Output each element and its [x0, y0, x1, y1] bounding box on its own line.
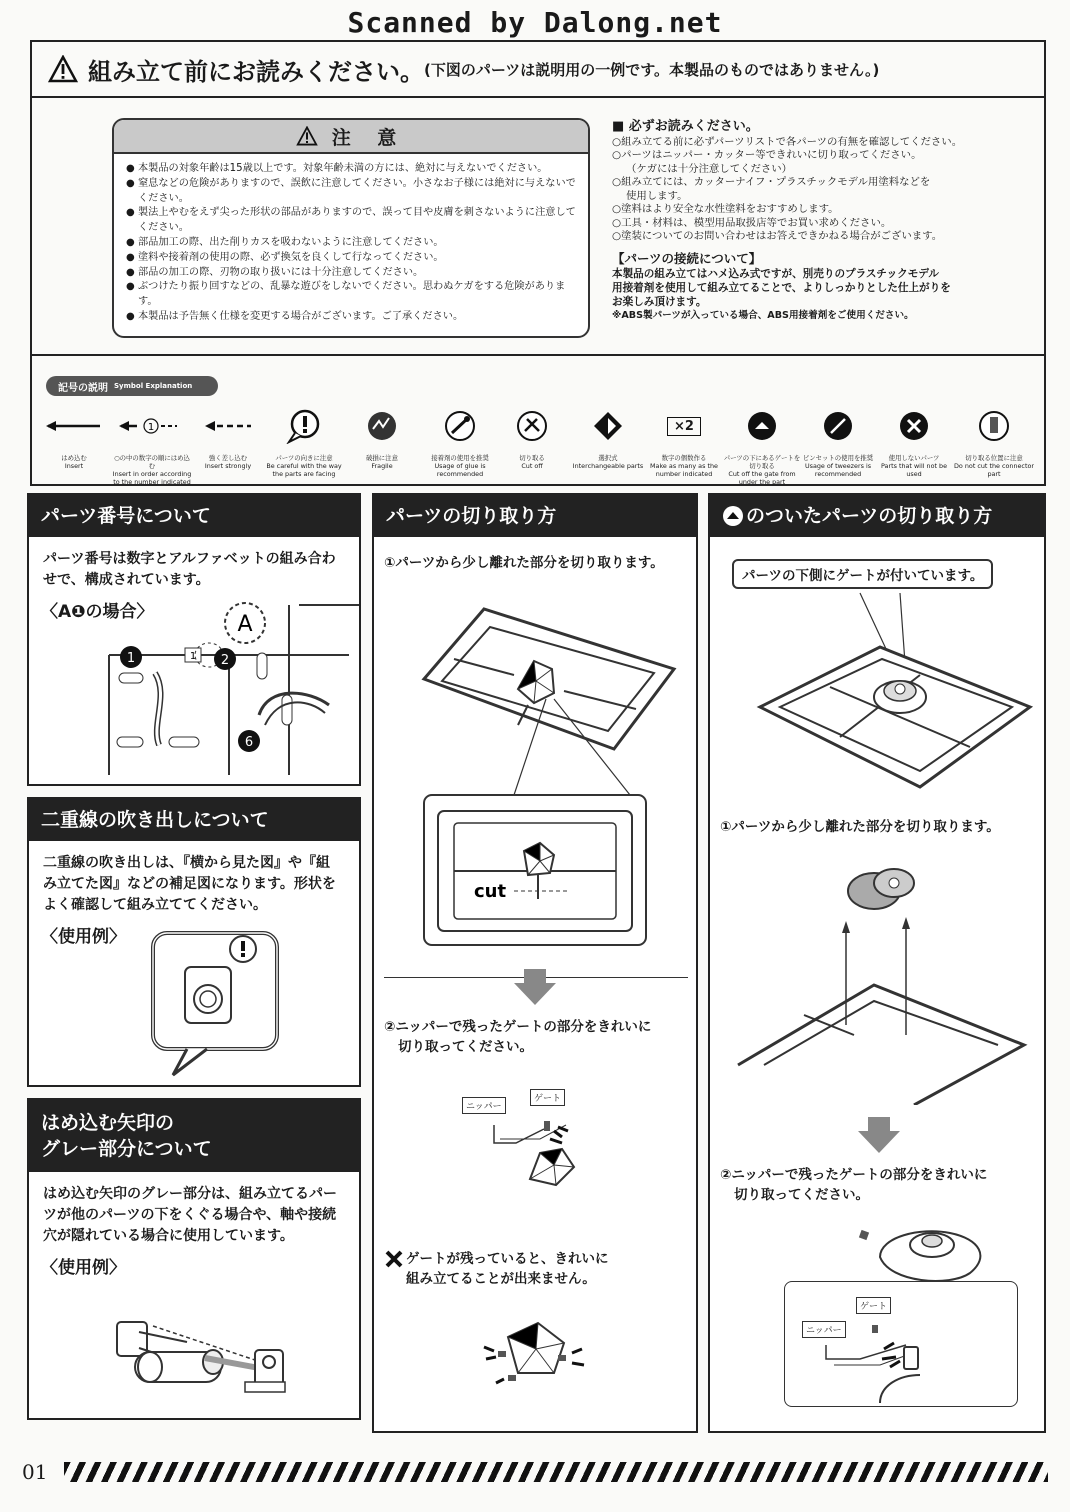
svg-text:1: 1	[147, 422, 155, 433]
caution-item: ● ぶつけたり振り回すなどの、乱暴な遊びをしないでください。思わぬケガをする危険があります。	[126, 280, 578, 310]
x2-badge: ×2	[667, 417, 701, 436]
symbol-make-multiple: ×2 数字の個数作る Make as many as the number indicated	[650, 418, 718, 478]
symbol-not-used: 使用しないパーツ Parts that will not be used	[874, 408, 954, 478]
must-read-item: ○塗料はより安全な水性塗料をおすすめします。	[612, 203, 839, 215]
connection-text: 本製品の組み立てはハメ込み式ですが、別売りのプラスチックモデル	[612, 268, 940, 280]
runner-diagram	[89, 595, 359, 775]
x-mark-icon	[384, 1249, 404, 1269]
symbol-gate-under: パーツの下にあるゲートを切り取る Cut off the gate from under the part	[722, 408, 802, 486]
must-read-item: 使用します。	[626, 189, 688, 202]
caution-box	[112, 118, 590, 338]
must-read-item: ○工具・材料は、模型用品取扱店等でお買い求めください。	[612, 216, 892, 229]
grey-arrow-example: 〈使用例〉	[41, 1258, 126, 1278]
double-line-bubble	[147, 927, 287, 1077]
cutting-step2: ②ニッパーで残ったゲートの部分をきれいに 切り取ってください。	[384, 1019, 652, 1055]
connection-text: お楽しみ頂けます。	[612, 296, 707, 308]
insert-strongly-arrow-icon	[203, 418, 253, 434]
symbol-fragile: 破損に注意 Fragile	[342, 408, 422, 470]
scan-credit: Scanned by Dalong.net	[347, 6, 723, 39]
header-title: 組み立て前にお読みください。	[88, 57, 424, 86]
must-read-title: ■ 必ずお読みください。	[612, 119, 759, 134]
nipper-label: ニッパー	[802, 1321, 846, 1338]
symbol-legend-tag: 記号の説明 Symbol Explanation	[46, 376, 218, 396]
gate-under-title-bar	[710, 495, 1044, 537]
double-line-title: 二重線の吹き出しについて	[29, 799, 359, 841]
warning-triangle-icon	[296, 126, 318, 146]
caution-item: ● 本製品は予告無く仕様を変更する場合がございます。ご了承ください。	[126, 310, 578, 325]
instructions-box	[30, 40, 1046, 486]
caution-title: 注 意	[331, 126, 407, 149]
gate-under-step2: ②ニッパーで残ったゲートの部分をきれいに 切り取ってください。	[720, 1167, 988, 1203]
down-arrow-icon	[512, 967, 558, 1009]
glue-icon	[443, 409, 477, 443]
gate-under-callout: パーツの下側にゲートが付いています。	[732, 559, 993, 589]
gate-under-frame-diagram	[750, 587, 1040, 807]
must-read-item: ○組み立てる前に必ずパーツリストで各パーツの有無を確認してください。	[612, 135, 963, 148]
gate-label: ゲート	[530, 1089, 565, 1106]
caution-item: ● 本製品の対象年齢は15歳以上です。対象年齢未満の方には、絶対に与えないでください。	[126, 162, 578, 177]
exclamation-bubble-icon	[285, 408, 323, 444]
part-number-title: パーツ番号について	[29, 495, 359, 537]
footer-stripes	[64, 1462, 1048, 1482]
svg-text:1: 1	[189, 651, 197, 662]
part-number-panel	[27, 493, 361, 786]
fragile-icon	[365, 409, 399, 443]
gate-under-zoom-diagram	[820, 1315, 1010, 1405]
cutting-step1: ①パーツから少し離れた部分を切り取ります。	[384, 555, 664, 571]
connection-text: 用接着剤を使用して組み立てることで、よりしっかりとした仕上がりを	[612, 282, 951, 294]
must-read-notes	[612, 120, 1032, 323]
caution-title-bar	[114, 120, 588, 154]
grey-arrow-text: はめ込む矢印のグレー部分は、組み立てるパーツが他のパーツの下をくぐる場合や、軸や接続穴が隠れている場合に使用しています。	[43, 1186, 337, 1244]
must-read-item: ○パーツはニッパー・カッター等できれいに切り取ってください。	[612, 149, 922, 161]
svg-text:6: 6	[244, 735, 254, 750]
gate-under-cut-diagram	[734, 855, 1034, 1105]
symbol-tweezers: ピンセットの使用を推奨 Usage of tweezers is recommended	[798, 408, 878, 478]
gate-trim-diagram	[470, 1109, 600, 1219]
double-line-example: 〈使用例〉	[41, 927, 126, 947]
cutting-warning: ゲートが残っていると、きれいに 組み立てることが出来ません。	[406, 1251, 609, 1287]
not-used-icon	[897, 409, 931, 443]
caution-item: ● 窒息などの危険がありますので、誤飲に注意してください。小さなお子様には絶対に与えないでください。	[126, 177, 578, 207]
insert-arrow-icon	[44, 418, 104, 434]
header-bar	[32, 42, 1044, 98]
caution-item: ● 製法上やむをえず尖った形状の部品がありますので、誤って目や皮膚を刺さないように注意してください。	[126, 206, 578, 236]
careful-cut-icon	[977, 409, 1011, 443]
symbol-legend	[32, 354, 1044, 486]
cutting-title: パーツの切り取り方	[374, 495, 696, 537]
svg-text:A: A	[237, 612, 253, 637]
must-read-item: ○塗装についてのお問い合わせはお答えできかねる場合がございます。	[612, 230, 943, 242]
gate-under-icon	[745, 409, 779, 443]
gate-under-icon	[722, 505, 744, 527]
gate-under-title: のついたパーツの切り取り方	[746, 505, 993, 527]
symbol-interchangeable: 選択式 Interchangeable parts	[568, 408, 648, 470]
down-arrow-icon	[856, 1115, 902, 1157]
symbol-careful-cut: 切り取る位置に注意 Do not cut the connector part	[954, 408, 1034, 478]
caution-item: ● 部品加工の際、出た削りカスを吸わないように注意してください。	[126, 236, 578, 251]
caution-item: ● 塗料や接着剤の使用の際、必ず換気を良くして行なってください。	[126, 251, 578, 266]
warning-triangle-icon	[48, 55, 78, 83]
cut-icon	[515, 409, 549, 443]
svg-text:cut: cut	[474, 881, 507, 902]
svg-text:1: 1	[126, 651, 136, 666]
svg-text:2: 2	[220, 653, 230, 668]
cutting-panel	[372, 493, 698, 1433]
abs-note: ※ABS製パーツが入っている場合、ABS用接着剤をご使用ください。	[612, 310, 914, 321]
gate-remaining-diagram	[468, 1311, 608, 1401]
part-number-example: 〈A❶の場合〉	[41, 602, 154, 622]
gate-under-step1: ①パーツから少し離れた部分を切り取ります。	[720, 819, 1000, 835]
caution-list	[114, 154, 588, 325]
symbol-insert-order: 1 ○の中の数字の順にはめ込む Insert in order according to the number indicated	[112, 408, 192, 486]
symbol-cut: 切り取る Cut off	[492, 408, 572, 470]
symbol-glue: 接着剤の使用を推奨 Usage of glue is recommended	[420, 408, 500, 478]
grey-arrow-title: はめ込む矢印の グレー部分について	[29, 1100, 359, 1172]
gate-under-panel	[708, 493, 1046, 1433]
grey-arrow-diagram	[95, 1296, 315, 1406]
caution-item: ● 部品の加工の際、刃物の取り扱いには十分注意してください。	[126, 266, 578, 281]
double-line-panel	[27, 797, 361, 1087]
symbol-insert-strongly: 強く差し込む Insert strongly	[188, 408, 268, 470]
runner-frame-diagram	[414, 599, 684, 959]
header-note: (下図のパーツは説明用の一例です。本製品のものではありません。)	[424, 60, 880, 79]
double-line-text: 二重線の吹き出しは、『横から見た図』や『組み立てた図』などの補足図になります。形状をよく確認して組み立ててください。	[43, 855, 336, 913]
page-number: 01	[22, 1460, 48, 1484]
must-read-item: （ケガには十分注意してください）	[626, 162, 793, 175]
interchangeable-icon	[591, 409, 625, 443]
insert-order-arrow-icon	[117, 417, 187, 435]
symbol-direction: パーツの向きに注意 Be careful with the way the parts are facing	[264, 408, 344, 478]
nipper-label: ニッパー	[462, 1097, 506, 1114]
symbol-insert: はめ込む Insert	[34, 408, 114, 470]
part-number-text: パーツ番号は数字とアルファベットの組み合わせで、構成されています。	[43, 551, 336, 588]
must-read-item: ○組み立てには、カッターナイフ・プラスチックモデル用塗料などを	[612, 176, 931, 188]
grey-arrow-panel	[27, 1098, 361, 1420]
gate-label: ゲート	[856, 1297, 891, 1314]
tweezers-icon	[821, 409, 855, 443]
connection-title: 【パーツの接続について】	[612, 250, 762, 266]
